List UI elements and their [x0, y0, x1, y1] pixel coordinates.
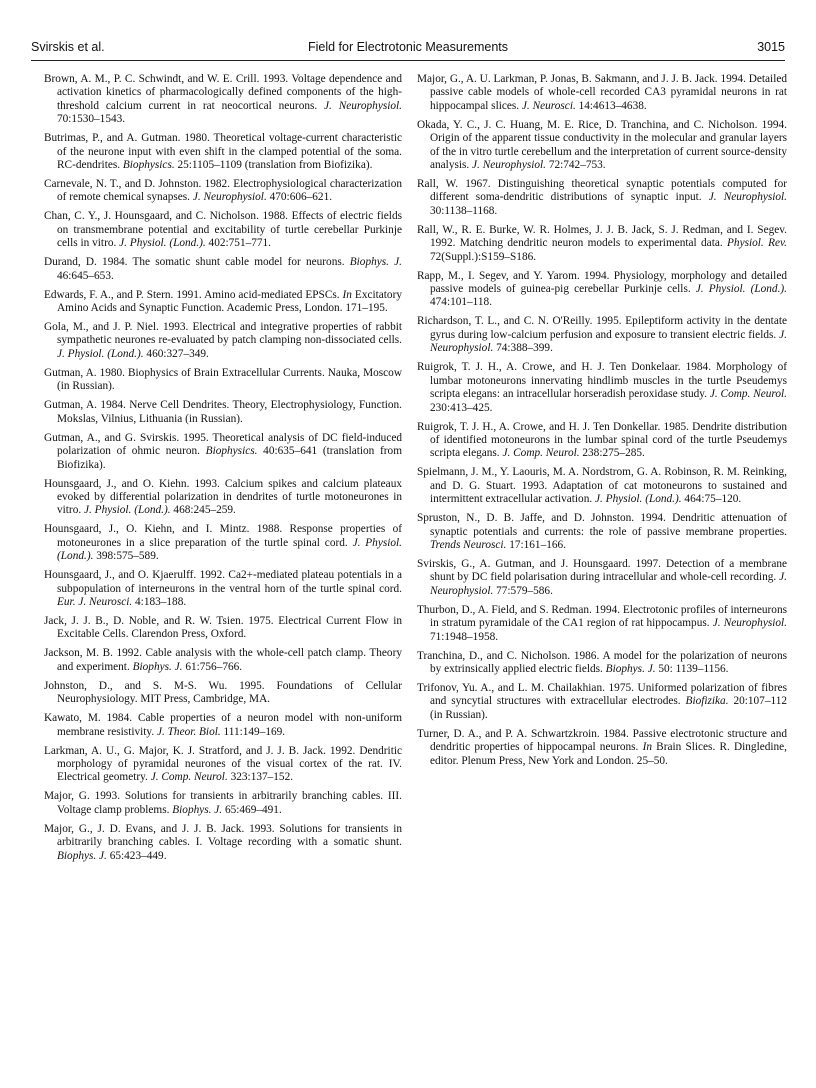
reference-volume-pages: 474:101–118. [430, 296, 493, 309]
reference-text: Hounsgaard, J., O. Kiehn, and I. Mintz. 1988. Response properties of motoneurones in a slice preparation of the turtle spinal cord. [44, 523, 402, 549]
reference-entry [417, 728, 787, 768]
reference-journal: J. Physiol. (Lond.). [57, 347, 144, 360]
reference-text: Svirskis, G., A. Gutman, and J. Hounsgaard. 1997. Detection of a membrane shunt by DC field polarisation during intracellular and whole-cell recording. [417, 557, 787, 584]
reference-text: Richardson, T. L., and C. N. O'Reilly. 1995. Epileptiform activity in the dentate gyrus during low-calcium perfusion and exposure to transient electric fields. [417, 315, 787, 341]
reference-text: Major, G. 1993. Solutions for transients in arbitrarily branching cables. III. Voltage clamp problems. [44, 790, 402, 816]
reference-entry [417, 604, 787, 644]
reference-text: Hounsgaard, J., and O. Kjaerulff. 1992. Ca2+-mediated plateau potentials in a subpopulation of interneurons in the ventral horn of the turtle spinal cord. [44, 569, 402, 595]
reference-text: Carnevale, N. T., and D. Johnston. 1982. Electrophysiological characterization of remote chemical synapses. [44, 178, 402, 204]
reference-text: Jack, J. J. B., D. Noble, and R. W. Tsien. 1975. Electrical Current Flow in Excitable Cells. Clarendon Press, Oxford. [44, 614, 402, 641]
reference-entry [44, 569, 402, 609]
reference-journal: Physiol. Rev. [727, 237, 788, 250]
reference-journal: J. Neurophysiol. [712, 617, 787, 630]
reference-volume-pages: 71:1948–1958. [430, 630, 499, 643]
reference-entry [417, 361, 787, 415]
reference-journal: Eur. J. Neurosci. [57, 595, 133, 608]
references-right-column [417, 73, 787, 774]
reference-volume-pages: 74:388–399. [493, 342, 553, 355]
reference-text: Kawato, M. 1984. Cable properties of a neuron model with non-uniform membrane resistivity. [44, 712, 402, 738]
reference-volume-pages: 4:183–188. [132, 595, 187, 608]
reference-journal: J. Comp. Neurol. [150, 771, 228, 784]
reference-volume-pages: 238:275–285. [579, 447, 645, 460]
reference-volume-pages: 77:579–586. [493, 584, 553, 597]
reference-text: Ruigrok, T. J. H., A. Crowe, and H. J. Ten Donkelaar. 1984. Morphology of lumbar motoneurons innervating hindlimb muscles in the turtle Pseudemys scripta elegans: an intracellular horseradish peroxidase study. [417, 361, 787, 401]
reference-journal: In [342, 288, 352, 301]
reference-volume-pages: 61:756–766. [182, 660, 243, 673]
reference-volume-pages: 40:635–641 (translation from Biofizika). [57, 445, 402, 471]
reference-entry [417, 682, 787, 722]
reference-journal: Biophysics. [205, 445, 258, 458]
reference-journal: J. Neurosci. [521, 99, 576, 112]
reference-entry [44, 367, 402, 394]
reference-text: Gutman, A. 1984. Nerve Cell Dendrites. Theory, Electrophysiology, Function. Mokslas, Vilnius, Lithuania (in Russian). [44, 399, 402, 425]
reference-journal: Trends Neurosci. [430, 538, 507, 551]
reference-text: Chan, C. Y., J. Hounsgaard, and C. Nicholson. 1988. Effects of electric fields on transmembrane potential and excitability of turtle cerebellar Purkinje cells in vitro. [44, 210, 402, 250]
reference-entry [44, 399, 402, 426]
reference-volume-pages: 460:327–349. [143, 347, 209, 360]
reference-journal: Biophysics. [122, 159, 175, 172]
reference-journal: In [642, 741, 652, 754]
reference-text: Gutman, A., and G. Svirskis. 1995. Theoretical analysis of DC field-induced polarization of ohmic neuron. [44, 431, 402, 458]
reference-entry [44, 178, 402, 205]
reference-journal: J. Physiol. (Lond.). [595, 493, 682, 506]
reference-text: Trifonov, Yu. A., and L. M. Chailakhian. 1975. Uniformed polarization of fibres and syncytial structures with extracellular electrodes. [417, 681, 787, 708]
reference-volume-pages: 402:751–771. [205, 237, 272, 250]
reference-text: Butrimas, P., and A. Gutman. 1980. Theoretical voltage-current characteristic of the neurone input with even shift in the clamped potential of the soma. RC-dendrites. [44, 132, 402, 172]
reference-entry [44, 790, 402, 817]
reference-volume-pages: 14:4613–4638. [575, 99, 647, 112]
reference-volume-pages: 46:645–653. [57, 269, 114, 282]
reference-entry [44, 210, 402, 250]
reference-volume-pages: 230:413–425. [430, 401, 493, 414]
reference-volume-pages: 398:575–589. [93, 550, 159, 563]
page-number: 3015 [757, 40, 785, 54]
reference-volume-pages: 470:606–621. [266, 191, 333, 204]
reference-volume-pages: 65:469–491. [222, 803, 282, 816]
reference-journal: J. Neurophysiol. [430, 571, 787, 597]
reference-entry [44, 745, 402, 785]
reference-text: Rall, W. 1967. Distinguishing theoretical synaptic potentials computed for different soma-dendritic distributions of synaptic input. [417, 178, 787, 204]
reference-journal: J. Neurophysiol. [472, 159, 546, 172]
reference-volume-pages: 30:1138–1168. [430, 204, 498, 217]
reference-journal: Biofizika. [685, 695, 729, 708]
reference-volume-pages: 464:75–120. [681, 493, 742, 506]
reference-text: Hounsgaard, J., and O. Kiehn. 1993. Calcium spikes and calcium plateaux evoked by differential polarization in dendrites of turtle motoneurones in vitro. [44, 477, 402, 517]
reference-volume-pages: 323:137–152. [227, 771, 294, 784]
reference-volume-pages: 468:245–259. [170, 504, 236, 517]
reference-text: Ruigrok, T. J. H., A. Crowe, and H. J. Ten Donkellar. 1985. Dendrite distribution of identified motoneurons in the lumbar spinal cord of the turtle Pseudemys scripta elegans. [417, 420, 787, 460]
reference-text: Tranchina, D., and C. Nicholson. 1986. A model for the polarization of neurons by extrinsically applied electric fields. [417, 649, 787, 675]
reference-volume-pages: 50: 1139–1156. [655, 662, 729, 675]
reference-entry [44, 647, 402, 674]
reference-text: Thurbon, D., A. Field, and S. Redman. 1994. Electrotonic profiles of interneurons in stratum pyramidale of the CA1 region of rat hippocampus. [417, 603, 787, 630]
reference-journal: J. Physiol. (Lond.). [695, 283, 787, 296]
reference-volume-pages: 17:161–166. [506, 538, 566, 551]
reference-entry [44, 523, 402, 563]
reference-journal: J. Neurophysiol. [192, 191, 267, 204]
reference-entry [417, 119, 787, 173]
reference-entry [44, 321, 402, 361]
reference-journal: J. Physiol. (Lond.). [119, 237, 206, 250]
reference-journal: J. Comp. Neurol. [502, 447, 580, 460]
reference-text: Gola, M., and J. P. Niel. 1993. Electrical and integrative properties of rabbit sympathetic neurones re-evaluated by patch clamping non-dissociated cells. [44, 321, 402, 347]
reference-entry [44, 680, 402, 707]
reference-journal: J. Physiol. (Lond.). [84, 504, 171, 517]
reference-entry [44, 73, 402, 127]
reference-text: Durand, D. 1984. The somatic shunt cable model for neurons. [44, 256, 350, 269]
header-rule [31, 60, 785, 61]
reference-entry [417, 178, 787, 218]
reference-volume-pages: 72:742–753. [546, 159, 606, 172]
reference-journal: J. Theor. Biol. [156, 725, 221, 738]
reference-entry [417, 512, 787, 552]
reference-journal: J. Comp. Neurol. [709, 388, 787, 401]
reference-journal: Biophys. J. [172, 803, 223, 816]
reference-text: Major, G., A. U. Larkman, P. Jonas, B. Sakmann, and J. J. B. Jack. 1994. Detailed passive cable models of whole-cell recorded CA3 pyramidal neurons in rat hippocampal slices. [417, 73, 787, 112]
reference-text: Rall, W., R. E. Burke, W. R. Holmes, J. J. B. Jack, S. J. Redman, and I. Segev. 1992. Matching dendritic neuron models to experimental data. [417, 223, 787, 250]
reference-entry [417, 421, 787, 461]
reference-text: Major, G., J. D. Evans, and J. J. B. Jack. 1993. Solutions for transients in arbitrarily branching cables. I. Voltage recording with a somatic shunt. [44, 822, 402, 849]
reference-text: Rapp, M., I. Segev, and Y. Yarom. 1994. Physiology, morphology and detailed passive models of guinea-pig cerebellar Purkinje cells. [417, 269, 787, 296]
reference-journal: Biophys. J. [605, 662, 656, 675]
running-header [31, 40, 785, 60]
reference-text: Edwards, F. A., and P. Stern. 1991. Amino acid-mediated EPSCs. [44, 288, 343, 301]
reference-volume-pages: Brain Slices. R. Dingledine, editor. Plenum Press, New York and London. 25–50. [430, 741, 787, 767]
reference-text: Johnston, D., and S. M-S. Wu. 1995. Foundations of Cellular Neurophysiology. MIT Press, Cambridge, MA. [44, 679, 402, 706]
reference-volume-pages: Excitatory Amino Acids and Synaptic Function. Academic Press, London. 171–195. [57, 288, 402, 315]
reference-entry [44, 432, 402, 472]
reference-entry [417, 315, 787, 355]
reference-text: Larkman, A. U., G. Major, K. J. Stratford, and J. J. B. Jack. 1992. Dendritic morphology of pyramidal neurones of the visual cortex of the rat. IV. Electrical geometry. [44, 744, 402, 784]
reference-text: Turner, D. A., and P. A. Schwartzkroin. 1984. Passive electrotonic structure and dendritic properties of hippocampal neurons. [417, 727, 787, 754]
header-authors: Svirskis et al. [31, 40, 105, 54]
reference-journal: J. Neurophysiol. [708, 191, 788, 204]
header-title: Field for Electrotonic Measurements [307, 40, 509, 54]
reference-entry [44, 712, 402, 739]
reference-text: Brown, A. M., P. C. Schwindt, and W. E. Crill. 1993. Voltage dependence and activation kinetics of pharmacologically defined components of the high-threshold calcium current in rat neocortical neurons. [44, 73, 402, 112]
reference-entry [417, 466, 787, 506]
references-left-column [44, 73, 402, 869]
reference-entry [44, 823, 402, 863]
reference-volume-pages: 70:1530–1543. [57, 113, 126, 126]
reference-text: Okada, Y. C., J. C. Huang, M. E. Rice, D. Tranchina, and C. Nicholson. 1994. Origin of the apparent tissue conductivity in the molecular and granular layers of the in vitro turtle cerebellum and the interpretation of current source-density analysis. [417, 118, 787, 172]
reference-entry [44, 615, 402, 642]
reference-text: Gutman, A. 1980. Biophysics of Brain Extracellular Currents. Nauka, Moscow (in Russian). [44, 366, 402, 393]
reference-volume-pages: 25:1105–1109 (translation from Biofizika). [174, 159, 373, 172]
reference-entry [417, 558, 787, 598]
reference-text: Spruston, N., D. B. Jaffe, and D. Johnston. 1994. Dendritic attenuation of synaptic potentials and currents: the role of passive membrane properties. [417, 512, 787, 538]
reference-journal: J. Neurophysiol. [430, 328, 787, 355]
reference-journal: J. Neurophysiol. [324, 99, 402, 112]
reference-volume-pages: 72(Suppl.):S159–S186. [430, 250, 537, 263]
reference-volume-pages: 20:107–112 (in Russian). [430, 695, 787, 721]
reference-journal: J. Physiol. (Lond.). [57, 536, 402, 563]
reference-entry [44, 256, 402, 283]
reference-entry [417, 73, 787, 113]
reference-entry [417, 224, 787, 264]
reference-volume-pages: 111:149–169. [220, 725, 286, 738]
reference-journal: Biophys. J. [349, 256, 402, 269]
reference-text: Spielmann, J. M., Y. Laouris, M. A. Nordstrom, G. A. Robinson, R. M. Reinking, and D. G. Stuart. 1993. Adaptation of cat motoneurons to sustained and intermittent extracellular activation. [417, 466, 787, 506]
reference-volume-pages: 65:423–449. [106, 849, 167, 862]
reference-entry [417, 270, 787, 310]
reference-text: Jackson, M. B. 1992. Cable analysis with the whole-cell patch clamp. Theory and experiment. [44, 647, 402, 673]
reference-journal: Biophys. J. [57, 849, 107, 862]
reference-journal: Biophys. J. [132, 660, 183, 673]
reference-entry [44, 478, 402, 518]
reference-entry [417, 650, 787, 677]
reference-entry [44, 132, 402, 172]
reference-entry [44, 289, 402, 316]
